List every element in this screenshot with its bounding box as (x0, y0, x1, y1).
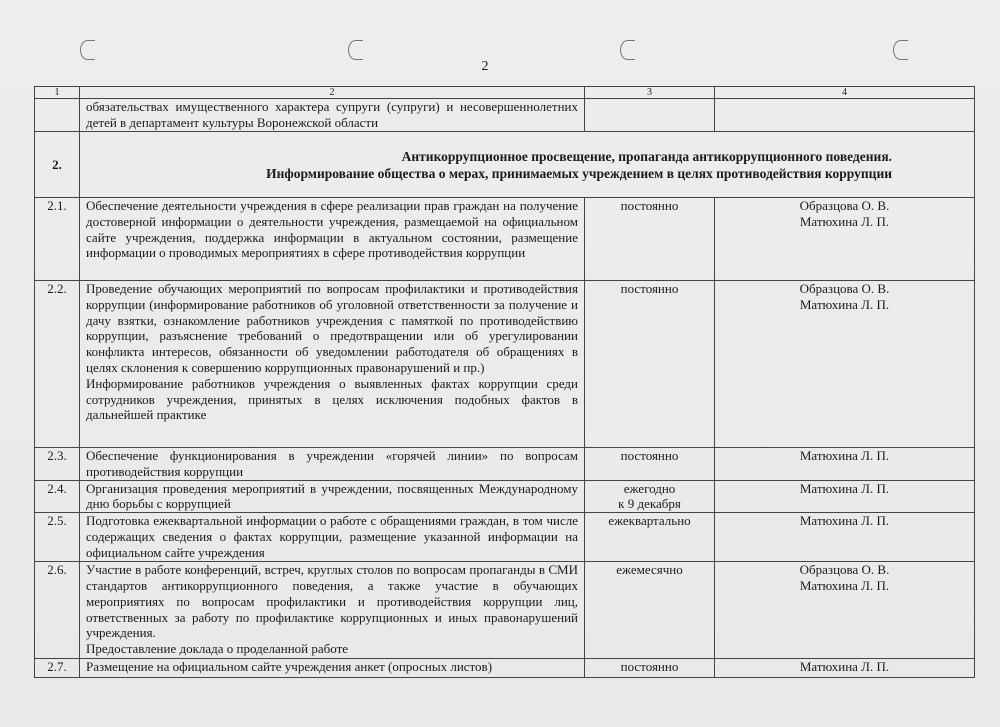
table-row (35, 513, 975, 562)
responsible-text: Образцова О. В. Матюхина Л. П. (715, 198, 975, 281)
row-number: 2.7. (35, 659, 80, 678)
row-number: 2.2. (35, 281, 80, 448)
section-title (80, 132, 975, 198)
responsible-text: Матюхина Л. П. (715, 513, 975, 562)
punch-hole-mark (80, 40, 95, 60)
responsible-text: Матюхина Л. П. (715, 448, 975, 481)
row-number: 2.5. (35, 513, 80, 562)
row-number-cell (35, 99, 80, 132)
column-number: 1 (35, 87, 80, 99)
responsible-text: Образцова О. В. Матюхина Л. П. (715, 562, 975, 659)
responsible-text: Образцова О. В. Матюхина Л. П. (715, 281, 975, 448)
section-header-row (35, 132, 975, 198)
action-plan-table (34, 86, 975, 678)
measure-text: Подготовка ежеквартальной информации о работе с обращениями граждан, в том числе содержащих сведения о фактах коррупции, размещение указанной информации на официальном сайте учреждения (80, 513, 585, 562)
row-number: 2.4. (35, 480, 80, 513)
measure-text: Обеспечение функционирования в учреждении «горячей линии» по вопросам противодействия коррупции (80, 448, 585, 481)
section-title-line: Информирование общества о мерах, принимаемых учреждением в целях противодействия коррупции (266, 165, 892, 181)
measure-paragraph: Проведение обучающих мероприятий по вопросам профилактики и противодействия коррупции (информирование работников об уголовной ответственности за получение и дачу взятки, ознакомление работников учреждения с памяткой по противодействию коррупции, разъяснение требований о предотвращении или об урегулировании конфликта интересов, обязанности об уведомлении работодателя об обращениях в целях склонения к совершению коррупционных правонарушений и пр.) (86, 281, 578, 375)
term-text: постоянно (585, 448, 715, 481)
row-number: 2.1. (35, 198, 80, 281)
responsible-text: Матюхина Л. П. (715, 480, 975, 513)
term-text: постоянно (585, 659, 715, 678)
row-number: 2.6. (35, 562, 80, 659)
table-row (35, 198, 975, 281)
responsible-text: Матюхина Л. П. (715, 659, 975, 678)
measure-cell: обязательствах имущественного характера супруги (супруги) и несовершеннолетних детей в департамент культуры Воронежской области (80, 99, 585, 132)
measure-paragraph: Информирование работников учреждения о выявленных фактах коррупции среди сотрудников учреждения, принятых в целях исключения подобных фактов в дальнейшей практике (86, 375, 578, 423)
table-row (35, 562, 975, 659)
table-row (35, 281, 975, 448)
punch-hole-mark (348, 40, 363, 60)
section-title-line: Антикоррупционное просвещение, пропаганда антикоррупционного поведения. (401, 148, 892, 164)
table-row (35, 99, 975, 132)
row-number: 2.3. (35, 448, 80, 481)
term-text: ежегодно к 9 декабря (585, 480, 715, 513)
column-number: 2 (80, 87, 585, 99)
measure-text: Организация проведения мероприятий в учреждении, посвященных Международному дню борьбы с коррупцией (80, 480, 585, 513)
term-text: постоянно (585, 198, 715, 281)
punch-hole-mark (893, 40, 908, 60)
column-number: 4 (715, 87, 975, 99)
term-cell (585, 99, 715, 132)
page-number: 2 (481, 59, 489, 74)
measure-text: Размещение на официальном сайте учреждения анкет (опросных листов) (80, 659, 585, 678)
term-text: ежеквартально (585, 513, 715, 562)
measure-paragraph: Предоставление доклада о проделанной работе (86, 641, 349, 657)
column-number-row (35, 87, 975, 99)
measure-text: Обеспечение деятельности учреждения в сфере реализации прав граждан на получение достоверной информации о деятельности учреждения, размещаемой на официальном сайте учреждения, поддержка информации в актуальном состоянии, размещение информации о проводимых мероприятиях в сфере противодействия коррупции (80, 198, 585, 281)
section-number: 2. (35, 132, 80, 198)
measure-text (80, 562, 585, 659)
punch-hole-mark (620, 40, 635, 60)
column-number: 3 (585, 87, 715, 99)
table-row (35, 448, 975, 481)
table-row (35, 659, 975, 678)
table-row (35, 480, 975, 513)
term-text: ежемесячно (585, 562, 715, 659)
measure-text (80, 281, 585, 448)
term-text: постоянно (585, 281, 715, 448)
measure-paragraph: Участие в работе конференций, встреч, круглых столов по вопросам пропаганды в СМИ стандартов антикоррупционного поведения, а также участие в обучающих мероприятиях по вопросам профилактики и противодействия коррупции лиц, ответственных за работу по профилактике коррупционных и иных правонарушений учреждения. (86, 562, 578, 641)
responsible-cell (715, 99, 975, 132)
